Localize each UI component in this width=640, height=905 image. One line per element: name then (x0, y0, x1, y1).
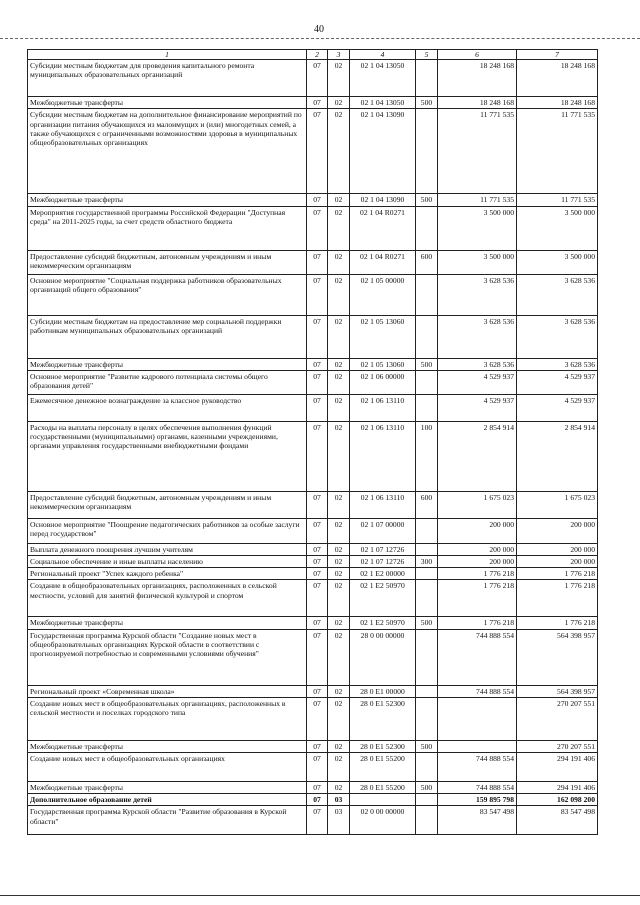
cell-vr (416, 794, 438, 806)
cell-sum1: 1 675 023 (438, 491, 517, 518)
cell-vr: 500 (416, 782, 438, 794)
cell-sum2: 294 191 406 (517, 782, 598, 794)
cell-pr: 02 (328, 580, 350, 617)
cell-rz: 07 (307, 394, 328, 421)
cell-csr: 02 1 07 00000 (350, 518, 416, 543)
cell-vr (416, 60, 438, 97)
cell-csr: 02 1 06 13110 (350, 394, 416, 421)
cell-sum1: 18 248 168 (438, 60, 517, 97)
cell-pr: 02 (328, 315, 350, 358)
cell-vr (416, 629, 438, 685)
cell-rz: 07 (307, 518, 328, 543)
cell-sum1: 1 776 218 (438, 568, 517, 580)
cell-vr: 500 (416, 358, 438, 370)
cell-sum2: 18 248 168 (517, 60, 598, 97)
cell-name: Региональный проект «Современная школа» (28, 685, 307, 697)
cell-csr: 02 1 E2 00000 (350, 568, 416, 580)
cell-rz: 07 (307, 274, 328, 315)
cell-rz: 07 (307, 315, 328, 358)
cell-sum1: 1 776 218 (438, 580, 517, 617)
cell-name: Создание новых мест в общеобразовательных организациях (28, 753, 307, 782)
cell-vr (416, 543, 438, 555)
cell-pr: 02 (328, 250, 350, 274)
table-row (28, 250, 598, 274)
table-row (28, 194, 598, 206)
cell-csr: 02 1 04 R0271 (350, 250, 416, 274)
cell-csr: 02 1 04 13090 (350, 109, 416, 194)
cell-vr: 500 (416, 740, 438, 752)
cell-sum2: 564 398 957 (517, 685, 598, 697)
cell-vr: 500 (416, 194, 438, 206)
cell-name: Основное мероприятие "Развитие кадрового потенциала системы общего образования детей" (28, 370, 307, 394)
cell-sum2: 11 771 535 (517, 109, 598, 194)
cell-vr (416, 206, 438, 250)
table-row (28, 421, 598, 491)
cell-pr: 02 (328, 97, 350, 109)
table-row (28, 685, 598, 697)
cell-rz: 07 (307, 556, 328, 568)
cell-rz: 07 (307, 97, 328, 109)
cell-pr: 02 (328, 274, 350, 315)
cell-sum1: 744 888 554 (438, 629, 517, 685)
cell-rz: 07 (307, 543, 328, 555)
col-header: 4 (350, 50, 416, 60)
cell-sum2: 200 000 (517, 543, 598, 555)
cell-sum1 (438, 697, 517, 740)
cell-name: Межбюджетные трансферты (28, 97, 307, 109)
table-row (28, 782, 598, 794)
col-header: 3 (328, 50, 350, 60)
cell-name: Создание новых мест в общеобразовательных организациях, расположенных в сельской местности и поселках городского типа (28, 697, 307, 740)
cell-name: Предоставление субсидий бюджетным, автономным учреждениям и иным некоммерческим организациям (28, 250, 307, 274)
cell-sum1: 18 248 168 (438, 97, 517, 109)
cell-rz: 07 (307, 421, 328, 491)
cell-name: Мероприятия государственной программы Российской Федерации "Доступная среда" на 2011-2025 годы, за счет средств областного бюджета (28, 206, 307, 250)
cell-rz: 07 (307, 697, 328, 740)
cell-vr (416, 109, 438, 194)
cell-csr: 02 1 05 13060 (350, 315, 416, 358)
cell-rz: 07 (307, 794, 328, 806)
cell-rz: 07 (307, 685, 328, 697)
cell-csr: 02 1 06 13110 (350, 421, 416, 491)
table-row (28, 315, 598, 358)
cell-sum1: 3 628 536 (438, 358, 517, 370)
cell-name: Межбюджетные трансферты (28, 782, 307, 794)
cell-vr: 300 (416, 556, 438, 568)
table-row (28, 370, 598, 394)
cell-sum1: 200 000 (438, 556, 517, 568)
cell-pr: 02 (328, 394, 350, 421)
top-divider (0, 38, 640, 39)
table-row (28, 358, 598, 370)
cell-pr: 02 (328, 206, 350, 250)
col-header: 6 (438, 50, 517, 60)
bottom-divider (0, 895, 640, 896)
table-row (28, 109, 598, 194)
cell-rz: 07 (307, 358, 328, 370)
cell-pr: 02 (328, 629, 350, 685)
cell-sum2: 1 776 218 (517, 580, 598, 617)
cell-pr: 02 (328, 421, 350, 491)
cell-name: Субсидии местным бюджетам для проведения капитального ремонта муниципальных образовательных организаций (28, 60, 307, 97)
cell-name: Создание в общеобразовательных организациях, расположенных в сельской местности, условий для занятий физической культурой и спортом (28, 580, 307, 617)
cell-name: Выплата денежного поощрения лучшим учителям (28, 543, 307, 555)
page-number: 40 (314, 24, 324, 35)
table-row (28, 568, 598, 580)
cell-csr: 02 1 04 R0271 (350, 206, 416, 250)
cell-name: Межбюджетные трансферты (28, 358, 307, 370)
cell-vr: 500 (416, 97, 438, 109)
cell-vr: 500 (416, 617, 438, 629)
table-row (28, 806, 598, 835)
cell-sum1: 11 771 535 (438, 109, 517, 194)
cell-sum1: 83 547 498 (438, 806, 517, 835)
table-row (28, 794, 598, 806)
cell-pr: 02 (328, 568, 350, 580)
cell-pr: 02 (328, 109, 350, 194)
cell-sum2: 200 000 (517, 518, 598, 543)
cell-pr: 03 (328, 806, 350, 835)
cell-csr: 28 0 E1 52300 (350, 697, 416, 740)
cell-sum2: 162 098 200 (517, 794, 598, 806)
cell-sum2: 83 547 498 (517, 806, 598, 835)
cell-sum1: 744 888 554 (438, 685, 517, 697)
cell-sum1: 11 771 535 (438, 194, 517, 206)
cell-name: Государственная программа Курской области "Развитие образования в Курской области" (28, 806, 307, 835)
cell-sum1: 3 628 536 (438, 315, 517, 358)
cell-sum1: 3 500 000 (438, 206, 517, 250)
cell-csr: 28 0 E1 00000 (350, 685, 416, 697)
cell-pr: 02 (328, 60, 350, 97)
cell-pr: 02 (328, 518, 350, 543)
cell-csr: 02 1 07 12726 (350, 543, 416, 555)
cell-name: Предоставление субсидий бюджетным, автономным учреждениям и иным некоммерческим организациям (28, 491, 307, 518)
cell-pr: 02 (328, 697, 350, 740)
cell-rz: 07 (307, 250, 328, 274)
cell-rz: 07 (307, 740, 328, 752)
cell-csr: 02 1 05 13060 (350, 358, 416, 370)
cell-rz: 07 (307, 206, 328, 250)
table-row (28, 753, 598, 782)
cell-sum2: 11 771 535 (517, 194, 598, 206)
cell-pr: 02 (328, 491, 350, 518)
table-row (28, 97, 598, 109)
table-row (28, 617, 598, 629)
cell-sum2: 1 776 218 (517, 617, 598, 629)
budget-table (27, 49, 598, 835)
cell-pr: 03 (328, 794, 350, 806)
cell-pr: 02 (328, 617, 350, 629)
cell-pr: 02 (328, 543, 350, 555)
cell-sum2: 3 628 536 (517, 274, 598, 315)
cell-csr: 02 1 04 13050 (350, 60, 416, 97)
cell-sum1: 159 895 798 (438, 794, 517, 806)
cell-name: Основное мероприятие "Социальная поддержка работников образовательных организаций общего образования" (28, 274, 307, 315)
cell-csr: 28 0 E1 55200 (350, 782, 416, 794)
table-row (28, 274, 598, 315)
cell-rz: 07 (307, 617, 328, 629)
cell-rz: 07 (307, 753, 328, 782)
cell-sum2: 200 000 (517, 556, 598, 568)
cell-pr: 02 (328, 740, 350, 752)
cell-sum2: 1 776 218 (517, 568, 598, 580)
cell-sum1 (438, 740, 517, 752)
cell-rz: 07 (307, 109, 328, 194)
table-row (28, 543, 598, 555)
cell-rz: 07 (307, 491, 328, 518)
cell-vr (416, 315, 438, 358)
table-row (28, 60, 598, 97)
cell-csr: 02 1 E2 50970 (350, 617, 416, 629)
cell-sum1: 200 000 (438, 518, 517, 543)
cell-csr: 02 1 07 12726 (350, 556, 416, 568)
cell-vr: 600 (416, 250, 438, 274)
cell-csr: 02 1 06 13110 (350, 491, 416, 518)
cell-csr (350, 794, 416, 806)
col-header: 5 (416, 50, 438, 60)
column-number-row (28, 50, 598, 60)
col-header: 2 (307, 50, 328, 60)
table-row (28, 556, 598, 568)
cell-rz: 07 (307, 60, 328, 97)
cell-name: Субсидии местным бюджетам на предоставление мер социальной поддержки работникам муниципальных образовательных организаций (28, 315, 307, 358)
table-row (28, 491, 598, 518)
table-row (28, 580, 598, 617)
cell-vr (416, 370, 438, 394)
cell-rz: 07 (307, 370, 328, 394)
cell-pr: 02 (328, 370, 350, 394)
cell-vr (416, 580, 438, 617)
table-row (28, 697, 598, 740)
col-header: 1 (28, 50, 307, 60)
cell-pr: 02 (328, 556, 350, 568)
table-row (28, 629, 598, 685)
cell-pr: 02 (328, 194, 350, 206)
cell-sum1: 200 000 (438, 543, 517, 555)
col-header: 7 (517, 50, 598, 60)
cell-vr (416, 394, 438, 421)
cell-sum1: 4 529 937 (438, 394, 517, 421)
cell-sum1: 3 628 536 (438, 274, 517, 315)
cell-csr: 02 1 04 13050 (350, 97, 416, 109)
cell-rz: 07 (307, 568, 328, 580)
cell-sum1: 3 500 000 (438, 250, 517, 274)
cell-sum2: 564 398 957 (517, 629, 598, 685)
cell-vr (416, 568, 438, 580)
cell-vr (416, 697, 438, 740)
cell-sum1: 1 776 218 (438, 617, 517, 629)
cell-csr: 02 1 06 00000 (350, 370, 416, 394)
cell-sum2: 270 207 551 (517, 740, 598, 752)
cell-name: Межбюджетные трансферты (28, 617, 307, 629)
cell-pr: 02 (328, 753, 350, 782)
cell-name: Региональный проект "Успех каждого ребенка" (28, 568, 307, 580)
cell-name: Основное мероприятие "Поощрение педагогических работников за особые заслуги перед государством" (28, 518, 307, 543)
cell-sum2: 294 191 406 (517, 753, 598, 782)
cell-sum1: 744 888 554 (438, 753, 517, 782)
cell-vr (416, 274, 438, 315)
cell-name: Субсидии местным бюджетам на дополнительное финансирование мероприятий по организации питания обучающихся из малоимущих и (или) многодетных семей, а также обучающихся с ограниченными возможностями здоровья в муниципальных общеобразовательных организациях (28, 109, 307, 194)
cell-csr: 02 0 00 00000 (350, 806, 416, 835)
cell-csr: 02 1 04 13090 (350, 194, 416, 206)
cell-sum2: 4 529 937 (517, 370, 598, 394)
cell-sum2: 270 207 551 (517, 697, 598, 740)
cell-name: Государственная программа Курской области "Создание новых мест в общеобразовательных организациях Курской области в соответствии с прогнозируемой потребностью и современными условиями обучения" (28, 629, 307, 685)
cell-name: Ежемесячное денежное вознаграждение за классное руководство (28, 394, 307, 421)
cell-csr: 28 0 E1 52300 (350, 740, 416, 752)
cell-rz: 07 (307, 806, 328, 835)
cell-name: Дополнительное образование детей (28, 794, 307, 806)
cell-sum2: 4 529 937 (517, 394, 598, 421)
cell-sum2: 3 500 000 (517, 206, 598, 250)
cell-name: Расходы на выплаты персоналу в целях обеспечения выполнения функций государственными (муниципальными) органами, казенными учреждениями, органами управления государственными внебюджетными фондами (28, 421, 307, 491)
cell-name: Межбюджетные трансферты (28, 194, 307, 206)
cell-csr: 02 1 E2 50970 (350, 580, 416, 617)
cell-pr: 02 (328, 685, 350, 697)
cell-rz: 07 (307, 782, 328, 794)
cell-sum2: 3 628 536 (517, 315, 598, 358)
cell-vr (416, 518, 438, 543)
cell-pr: 02 (328, 782, 350, 794)
cell-rz: 07 (307, 629, 328, 685)
cell-sum2: 3 500 000 (517, 250, 598, 274)
table-row (28, 206, 598, 250)
cell-name: Социальное обеспечение и иные выплаты населению (28, 556, 307, 568)
cell-sum2: 18 248 168 (517, 97, 598, 109)
cell-name: Межбюджетные трансферты (28, 740, 307, 752)
cell-rz: 07 (307, 194, 328, 206)
cell-csr: 28 0 E1 55200 (350, 753, 416, 782)
cell-vr (416, 806, 438, 835)
cell-sum1: 4 529 937 (438, 370, 517, 394)
cell-sum1: 744 888 554 (438, 782, 517, 794)
cell-vr: 600 (416, 491, 438, 518)
table-row (28, 518, 598, 543)
cell-vr: 100 (416, 421, 438, 491)
table-row (28, 394, 598, 421)
cell-pr: 02 (328, 358, 350, 370)
cell-vr (416, 685, 438, 697)
table-body (28, 60, 598, 835)
cell-sum2: 2 854 914 (517, 421, 598, 491)
cell-vr (416, 753, 438, 782)
table-row (28, 740, 598, 752)
cell-sum2: 3 628 536 (517, 358, 598, 370)
cell-sum2: 1 675 023 (517, 491, 598, 518)
cell-rz: 07 (307, 580, 328, 617)
cell-csr: 02 1 05 00000 (350, 274, 416, 315)
cell-csr: 28 0 00 00000 (350, 629, 416, 685)
cell-sum1: 2 854 914 (438, 421, 517, 491)
